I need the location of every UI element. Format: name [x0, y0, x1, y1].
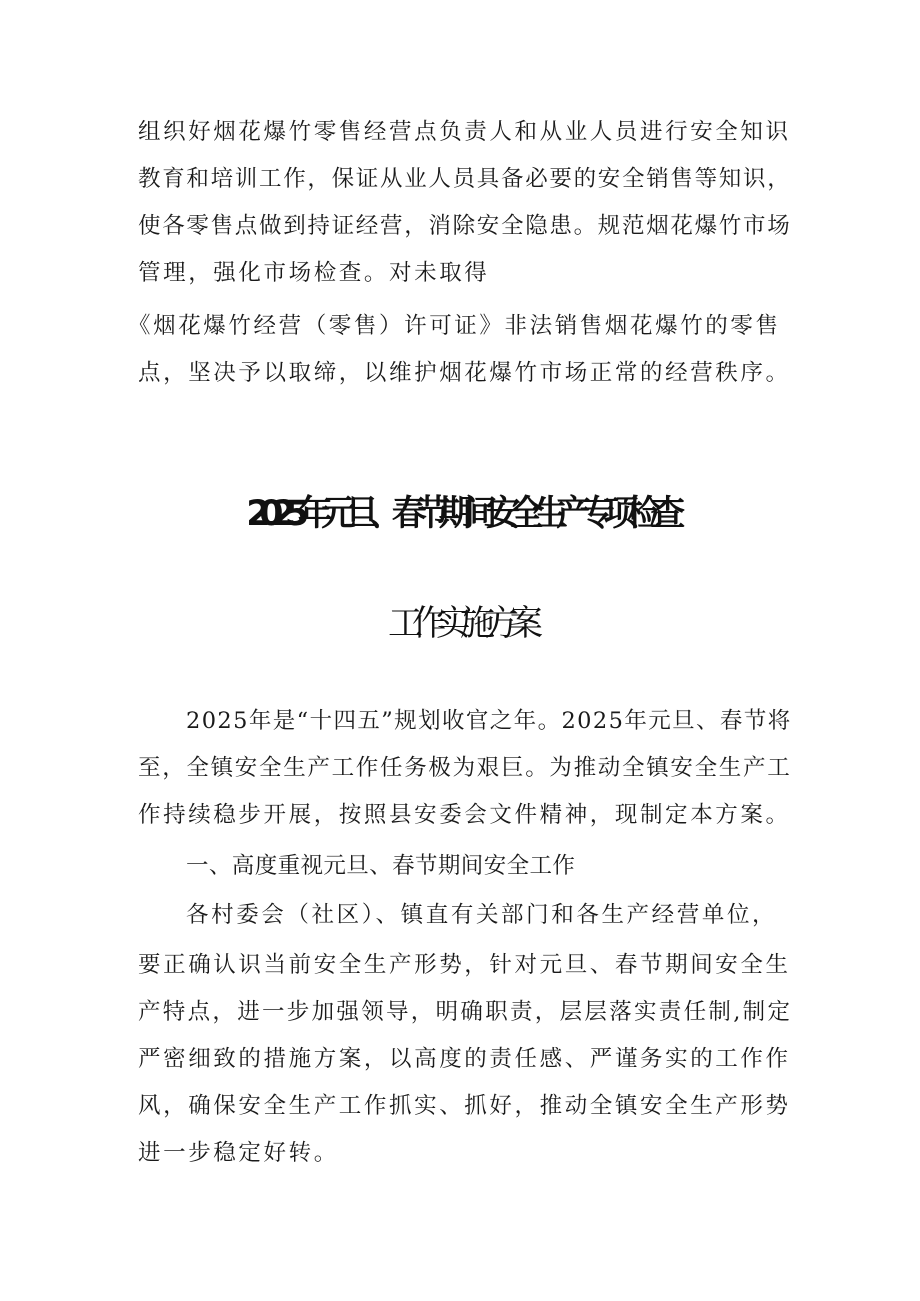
intro-line-3: 使各零售点做到持证经营，消除安全隐患。规范烟花爆竹市场: [138, 213, 792, 239]
preface-line-3: 作持续稳步开展，按照县安委会文件精神，现制定本方案。: [138, 802, 791, 828]
intro-line-5: 《烟花爆竹经营（零售）许可证》非法销售烟花爆竹的零售: [128, 313, 781, 339]
section-1-line-5: 风，确保安全生产工作抓实、抓好，推动全镇安全生产形势: [138, 1093, 791, 1119]
section-1-line-2: 要正确认识当前安全生产形势，针对元旦、春节期间安全生: [138, 952, 791, 978]
section-1-line-3: 产特点，进一步加强领导，明确职责，层层落实责任制,制定: [138, 999, 793, 1025]
intro-line-1: 组织好烟花爆竹零售经营点负责人和从业人员进行安全知识: [138, 119, 791, 145]
intro-line-2: 教育和培训工作，保证从业人员具备必要的安全销售等知识，: [138, 166, 792, 192]
document-title-line-1: 2025年元旦、春节期间安全生产专项检查: [246, 494, 674, 534]
preface-line-1: 2025年是“十四五”规划收官之年。2025年元旦、春节将: [186, 708, 792, 734]
document-title-line-2: 工作实施方案: [387, 604, 532, 644]
intro-line-4: 管理，强化市场检查。对未取得: [138, 260, 490, 286]
section-1-line-1: 各村委会（社区）、镇直有关部门和各生产经营单位，: [186, 902, 778, 928]
preface-line-2: 至，全镇安全生产工作任务极为艰巨。为推动全镇安全生产工: [138, 755, 792, 781]
intro-line-6: 点，坚决予以取缔，以维护烟花爆竹市场正常的经营秩序。: [138, 360, 791, 386]
section-1-line-4: 严密细致的措施方案，以高度的责任感、严谨务实的工作作: [138, 1046, 791, 1072]
section-1-heading: 一、高度重视元旦、春节期间安全工作: [186, 853, 576, 879]
section-1-line-6: 进一步稳定好转。: [138, 1140, 339, 1166]
